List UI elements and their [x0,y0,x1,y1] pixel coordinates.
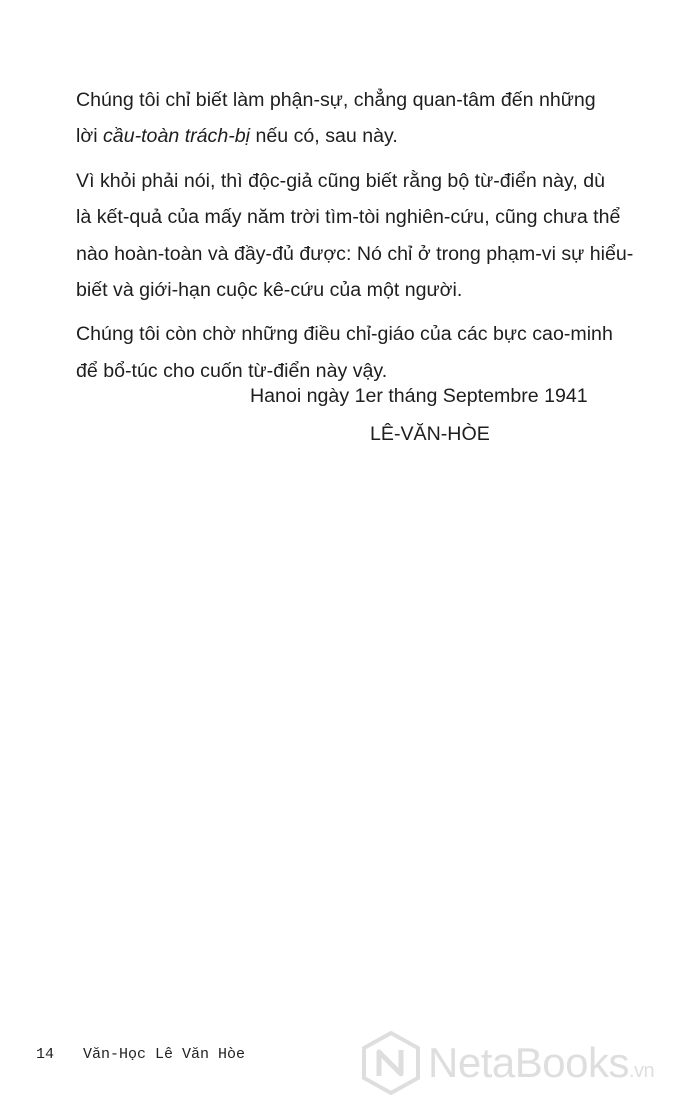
signature-date: Hanoi ngày 1er tháng Septembre 1941 [250,385,588,407]
text-line: nào hoàn-toàn và đầy-đủ được: Nó chỉ ở trong phạm-vi sự hiểu- [76,242,634,265]
text-line: Chúng tôi chỉ biết làm phận-sự, chẳng quan-tâm đến những [76,89,596,111]
text-line: lời cầu-toàn trách-bị nếu có, sau này. [76,125,398,148]
signature-block [250,377,588,453]
text-line: để bổ-túc cho cuốn từ-điển này vậy. [76,359,388,382]
text-line: Vì khỏi phải nói, thì độc-giả cũng biết rằng bộ từ-điển này, dù [76,169,606,192]
netabooks-logo-icon [360,1030,422,1096]
watermark [360,1028,654,1098]
text-line: Chúng tôi còn chờ những điều chỉ-giáo của các bực cao-minh [76,323,613,346]
page-footer [36,1046,245,1063]
text-line: là kết-quả của mấy năm trời tìm-tòi nghiên-cứu, cũng chưa thể [76,206,621,229]
running-title: Văn-Học Lê Văn Hòe [83,1046,246,1063]
text-line: biết và giới-hạn cuộc kê-cứu của một người. [76,279,463,302]
page-number: 14 [36,1046,55,1063]
body-text [76,82,648,397]
paragraph-2 [76,163,648,309]
italic-phrase: cầu-toàn trách-bị [103,125,251,148]
signature-author: LÊ-VĂN-HÒE [370,423,490,445]
watermark-text: NetaBooks.vn [428,1039,655,1086]
paragraph-1 [76,82,648,155]
